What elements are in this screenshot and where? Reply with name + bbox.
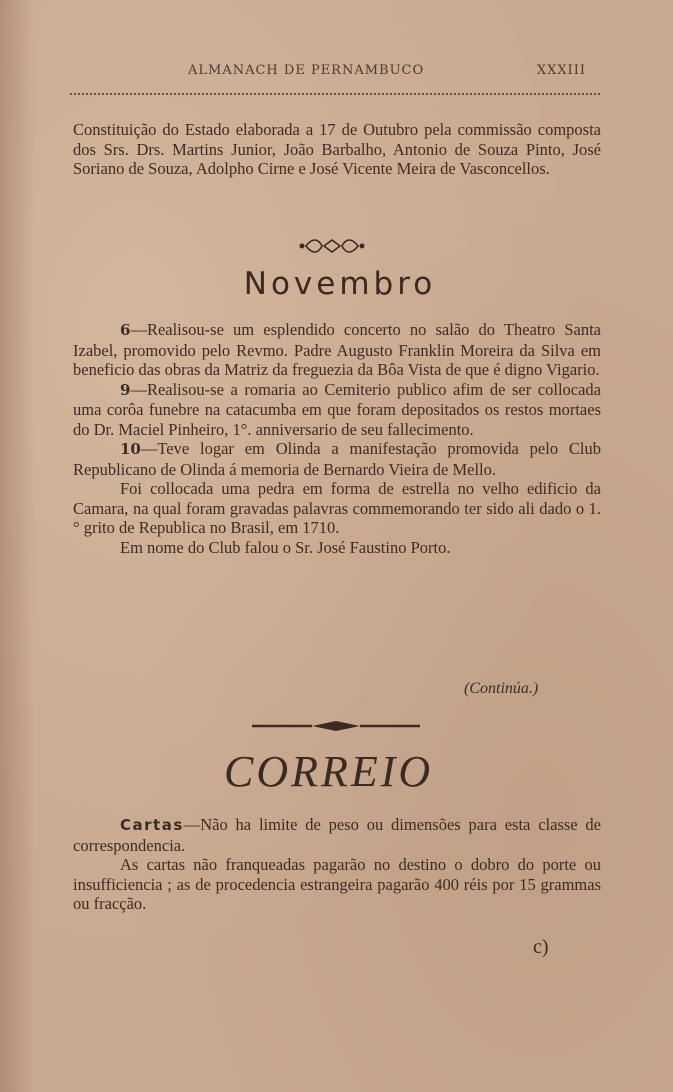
- correio-paragraph-1-text: —Não ha limite de peso ou dimensões para esta classe de correspondencia.: [73, 815, 601, 855]
- intro-text: Constituição do Estado elaborada a 17 de Outubro pela commissão composta dos Srs. Drs. Martins Junior, João Barbalho, Antonio de Souza Pinto, José Soriano de Souza, Adolpho Cirne e José Vicente Meira de Vasconcellos.: [73, 120, 601, 178]
- page-spine-shadow: [0, 0, 36, 1092]
- entry-day-6: [73, 320, 601, 380]
- entry-day-9: [73, 380, 601, 440]
- intro-paragraph: [73, 120, 601, 179]
- floral-ornament-icon: [292, 236, 372, 256]
- running-head: [188, 63, 600, 85]
- entry-day-number: 9: [120, 380, 131, 399]
- section-heading-correio: CORREIO: [224, 747, 434, 796]
- stone-paragraph: Foi collocada uma pedra em forma de estrella no velho edificio da Camara, na qual foram gravadas palavras commemorando ter sido ali dado o 1.° grito de Republica no Brasil, em 1710.: [73, 479, 601, 537]
- page-number: XXXIII: [536, 63, 586, 78]
- continua-note: (Continúa.): [464, 680, 539, 697]
- november-entries: [73, 320, 601, 557]
- correio-paragraph-1: [73, 815, 601, 855]
- section-heading-november: [180, 266, 500, 302]
- running-head-title: ALMANACH DE PERNAMBUCO: [188, 63, 425, 78]
- november-heading-text: Novembro: [243, 266, 437, 302]
- entry-text: —Teve logar em Olinda a manifestação promovida pelo Club Republicano de Olinda á memoria de Bernardo Vieira de Mello.: [73, 439, 601, 479]
- entry-text: —Realisou-se a romaria ao Cemiterio publico afim de ser collocada uma corôa funebre na catacumba em que foram depositados os restos mortaes do Dr. Maciel Pinheiro, 1°. anniversario de seu fallecimento.: [73, 379, 601, 439]
- entry-day-10: [73, 439, 601, 479]
- entry-day-number: 10: [120, 440, 141, 458]
- correio-paragraph-2: As cartas não franqueadas pagarão no destino o dobro do porte ou insufficiencia ; as de procedencia estrangeira pagarão 400 réis por 15 grammas ou fracção.: [73, 855, 601, 913]
- header-dotted-rule: [70, 93, 600, 95]
- section-divider-ornament: [250, 718, 422, 732]
- correio-lead-word: Cartas: [120, 816, 184, 834]
- entry-day-number: 6: [120, 321, 131, 339]
- entry-text: —Realisou-se um esplendido concerto no salão do Theatro Santa Izabel, promovido pelo Revmo. Padre Augusto Franklin Moreira da Silva em beneficio das obras da Matriz da freguezia da Bôa Vista de que é digno Vigario.: [73, 320, 601, 379]
- correio-paragraphs: [73, 815, 601, 914]
- page-signature-mark: c): [533, 936, 549, 958]
- speech-paragraph: Em nome do Club falou o Sr. José Faustino Porto.: [120, 537, 451, 557]
